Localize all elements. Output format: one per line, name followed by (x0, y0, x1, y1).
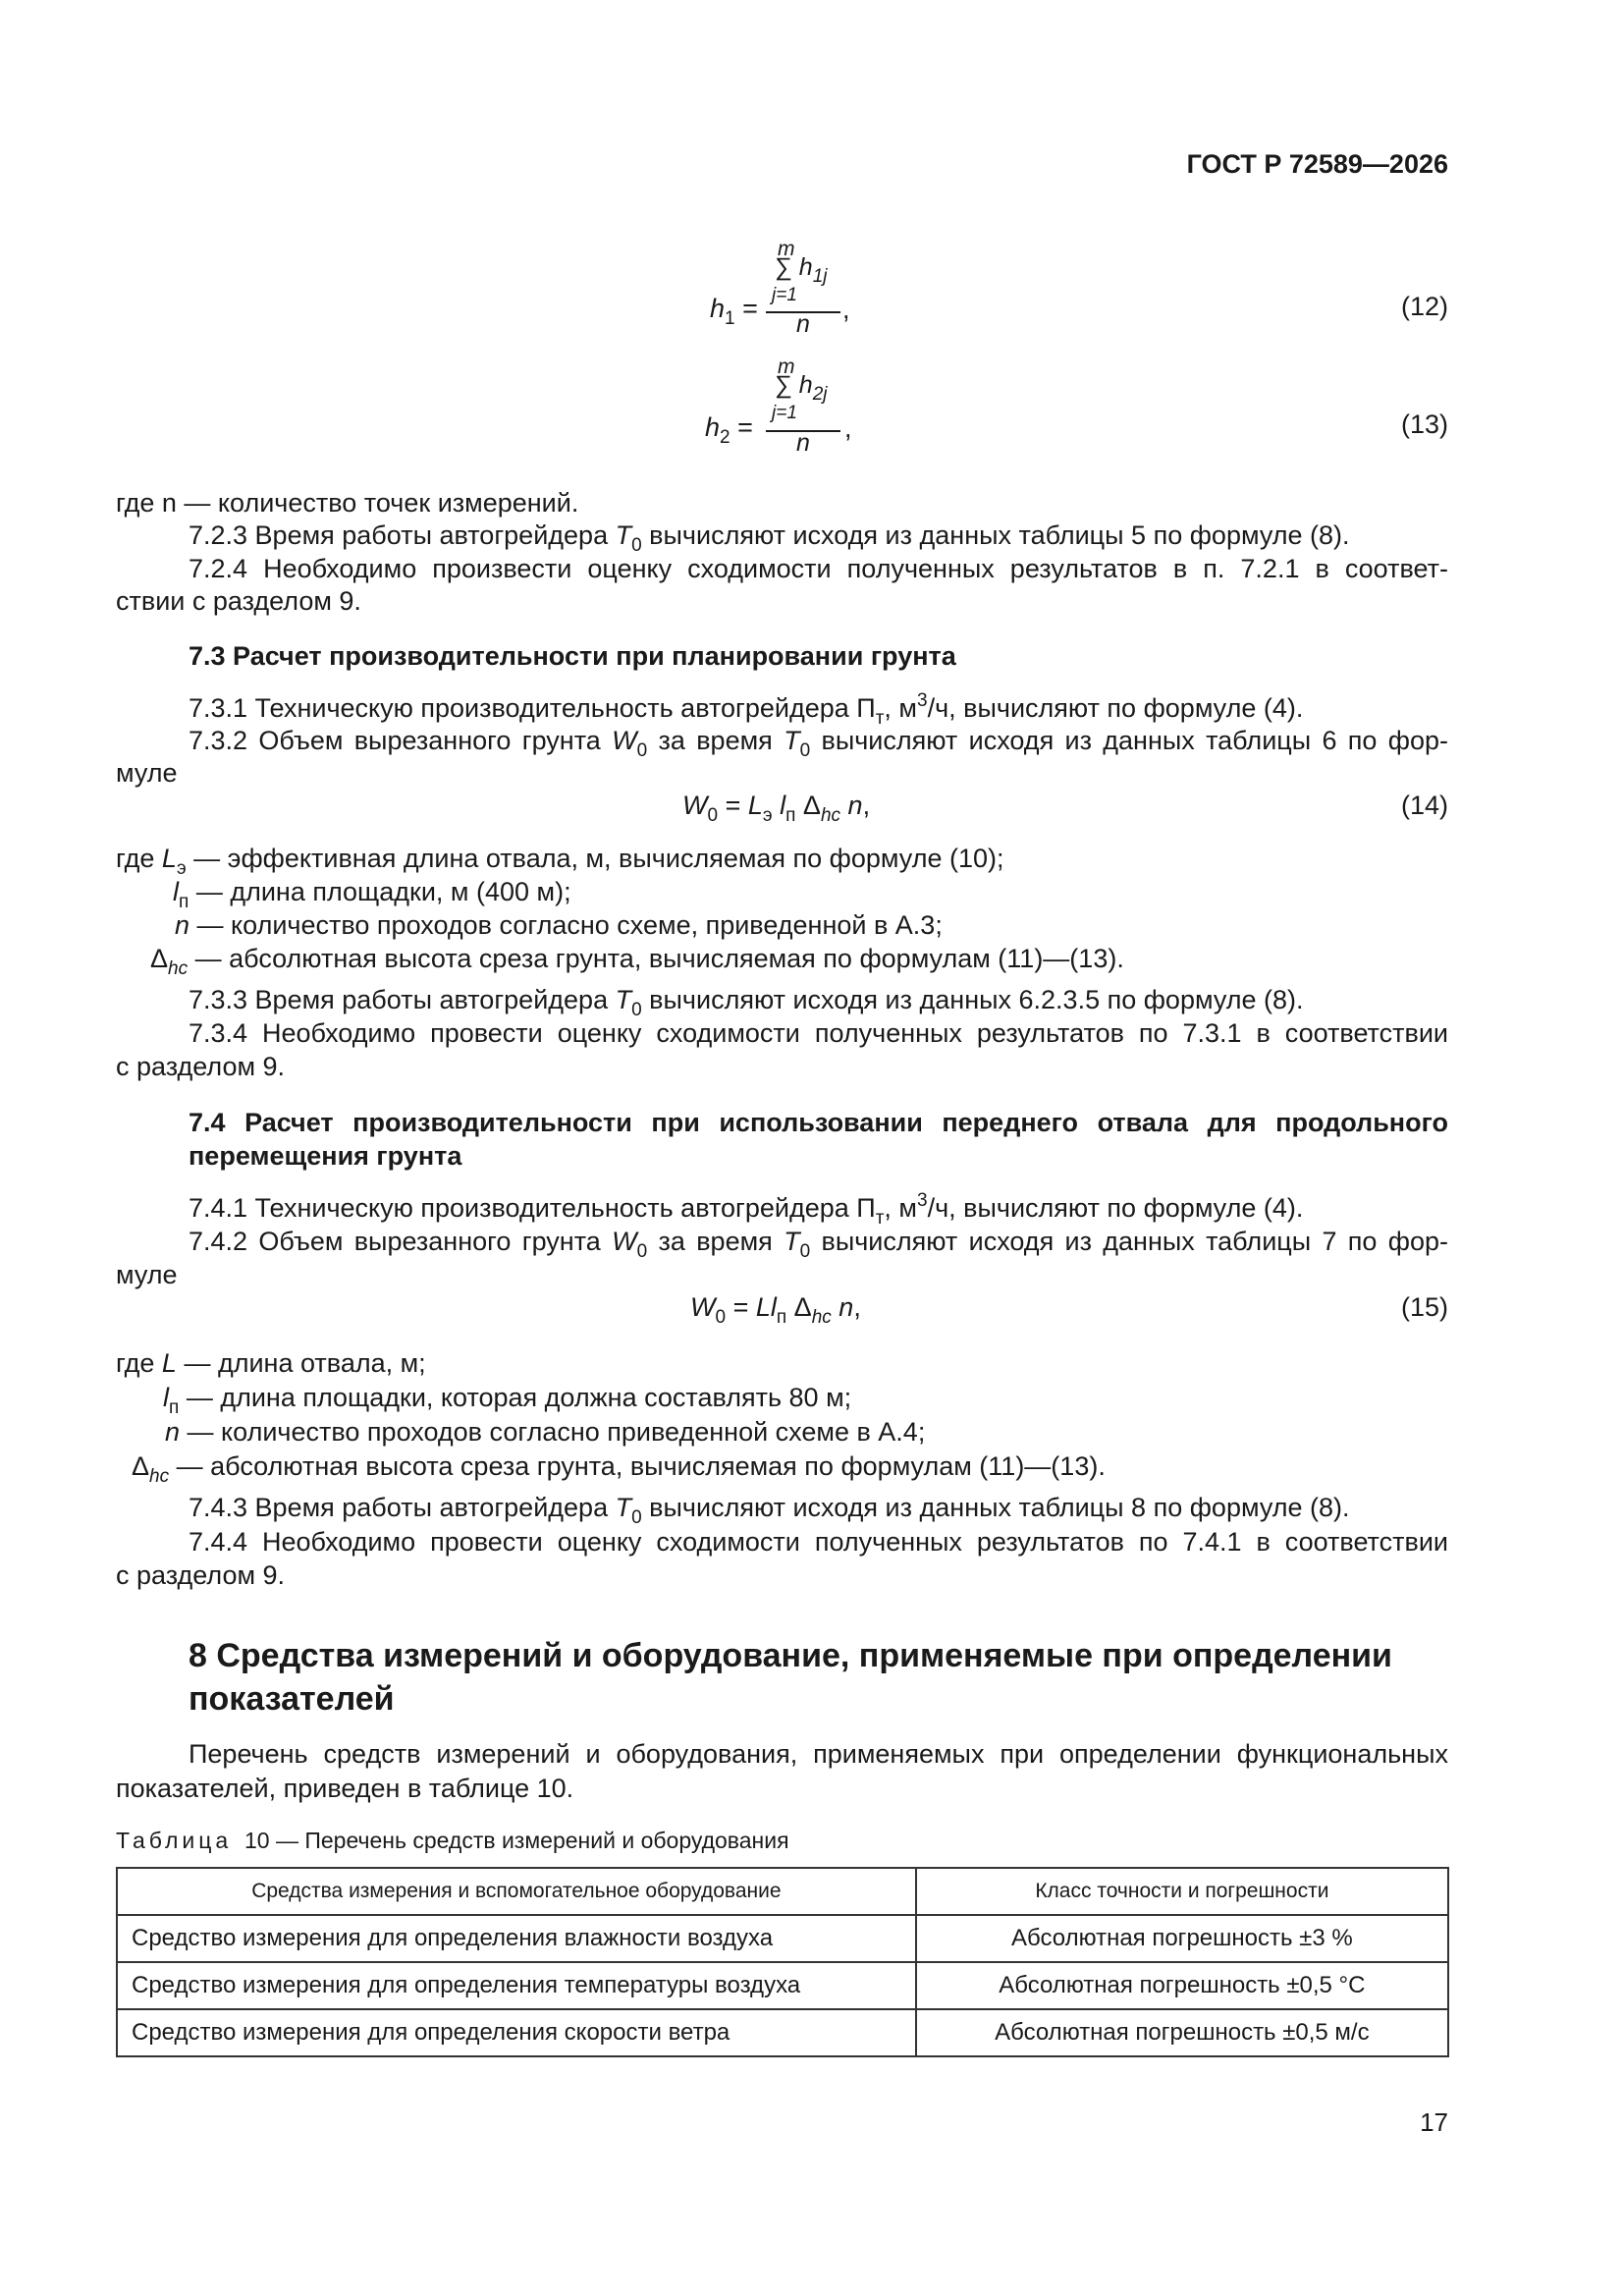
sigma-symbol: ∑ (775, 371, 792, 399)
table-cell: Средство измерения для определения скорости ветра (117, 2009, 916, 2056)
table-cell: Абсолютная погрешность ±3 % (916, 1915, 1448, 1962)
paragraph-7-3-3: 7.3.3 Время работы автогрейдера $T_0$ вычисляют исходя из данных 6.2.3.5 по формуле (8). (189, 985, 1304, 1020)
table-10 (116, 1867, 1449, 2057)
table-cell: Средство измерения для определения температуры воздуха (117, 1962, 916, 2009)
paragraph-7-4-4: 7.4.4 Необходимо провести оценку сходимости полученных результатов по 7.4.1 в соответствии (189, 1527, 1448, 1557)
where-list-item: $l_п$ — длина площадки, м (400 м); (173, 877, 571, 912)
page-number: 17 (1420, 2107, 1448, 2137)
section-7-3-title: 7.3 Расчет производительности при планировании грунта (189, 641, 956, 671)
paragraph-7-2-4: 7.2.4 Необходимо произвести оценку сходимости полученных результатов в п. 7.2.1 в соответ- (189, 554, 1448, 583)
sum-upper-limit: m (778, 238, 795, 260)
standard-header: ГОСТ Р 72589—2026 (1186, 149, 1448, 179)
table-cell: Средство измерения для определения влажности воздуха (117, 1915, 916, 1962)
document-page: ГОСТ Р 72589—2026 m ∑ $h_{1j}$ j=1 $h_1$ = n , (12) m ∑ $h_{2j}$ j=1 $h_2$ = n , (13) где n — количество точек измерений. 7.2.3 Время работы автогрейдера $T_0$ вычисляют исходя из данных таблицы 5 по формуле (8). 7.2.4 Необходимо произвести оценку сходимости полученных результатов в п. 7.2.1 в соответ- ствии с разделом 9. 7.3 Расчет производительности при планировании грунта 7.3.1 Техническую производительность автогрейдера $П_т$, $м^3/ч$, вычисляют по формуле (4). 7.3.2 Объем вырезанного грунта $W_0$ за время $T_0$ вычисляют исходя из данных таблицы 6 по фор- муле $W_0 = L_э$ $l_п$ $\Delta_{hc}$ n, (14) где $L_э$ — эффективная длина отвала, м, вычисляемая по формуле (10); $l_п$ — длина площадки, м (400 м); n — количество проходов согласно схеме, приведенной в А.3; $\Delta_{hc}$ — абсолютная высота среза грунта, вычисляемая по формулам (11)—(13). 7.3.3 Время работы автогрейдера $T_0$ вычисляют исходя из данных 6.2.3.5 по формуле (8). 7.3.4 Необходимо провести оценку сходимости полученных результатов по 7.3.1 в соответствии с разделом 9. 7.4 Расчет производительности при использовании переднего отвала для продольного перемещения грунта 7.4.1 Техническую производительность автогрейдера $П_т$, $м^3/ч$, вычисляют по формуле (4). 7.4.2 Объем вырезанного грунта $W_0$ за время $T_0$ вычисляют исходя из данных таблицы 7 по фор- муле $W_0 = Ll_п$ $\Delta_{hc}$ n, (15) где L — длина отвала, м; $l_п$ — длина площадки, которая должна составлять 80 м; n — количество проходов согласно приведенной схеме в А.4; $\Delta_{hc}$ — абсолютная высота среза грунта, вычисляемая по формулам (11)—(13). 7.4.3 Время работы автогрейдера $T_0$ вычисляют исходя из данных таблицы 8 по формуле (8). 7.4.4 Необходимо провести оценку сходимости полученных результатов по 7.4.1 в соответствии с разделом 9. 8 Средства измерений и оборудование, применяемые при определении показателей Перечень средств измерений и оборудования, применяемых при определении функциональных показателей, приведен в таблице 10. Таблица 10 — Перечень средств измерений и оборудования Средства измерения и вспомогательное оборудование Класс точности и погрешности Средство измерения для определения влажности воздуха Абсолютная погрешность ±3 % Средство измерения для определения температуры воздуха Абсолютная погрешность ±0,5 °С Средство измерения для определения скорости ветра Абсолютная погрешность ±0,5 м/с 17 (116, 149, 1448, 2137)
table-row (117, 2009, 1448, 2056)
paragraph-7-4-3: 7.4.3 Время работы автогрейдера $T_0$ вычисляют исходя из данных таблицы 8 по формуле (8). (189, 1493, 1350, 1528)
paragraph-7-3-1: 7.3.1 Техническую производительность автогрейдера $П_т$, $м^3/ч$, вычисляют по формуле (4). (189, 690, 1304, 729)
section-8-title: 8 Средства измерений и оборудование, применяемые при определении (189, 1637, 1392, 1674)
section-7-4-title: 7.4 Расчет производительности при использовании переднего отвала для продольного (189, 1108, 1448, 1137)
table-row (117, 1915, 1448, 1962)
equation-number: (14) (1400, 791, 1448, 820)
equation-number: (15) (1400, 1292, 1448, 1322)
formula-14: $W_0 = L_э$ $l_п$ $\Delta_{hc}$ n, (682, 791, 871, 826)
where-list-item: $\Delta_{hc}$ — абсолютная высота среза грунта, вычисляемая по формулам (11)—(13). (150, 944, 1124, 979)
where-n-line: где n — количество точек измерений. (116, 488, 579, 518)
where-list-item: n — количество проходов согласно приведенной схеме в А.4; (165, 1417, 926, 1447)
table-cell: Абсолютная погрешность ±0,5 °С (916, 1962, 1448, 2009)
where-list-item: где $L_э$ — эффективная длина отвала, м, вычисляемая по формуле (10); (116, 844, 1004, 879)
where-list-item: $l_п$ — длина площадки, которая должна составлять 80 м; (163, 1383, 852, 1418)
where-list-item: $\Delta_{hc}$ — абсолютная высота среза грунта, вычисляемая по формулам (11)—(13). (132, 1451, 1106, 1487)
table-caption: Таблица 10 — Перечень средств измерений и оборудования (116, 1828, 789, 1853)
equation-number: (12) (1400, 292, 1448, 321)
formula-15: $W_0 = Ll_п$ $\Delta_{hc}$ n, (690, 1292, 861, 1328)
sum-index: j=1 (772, 285, 797, 305)
table-cell: Абсолютная погрешность ±0,5 м/с (916, 2009, 1448, 2056)
denominator: n (796, 310, 810, 338)
section-8-intro: Перечень средств измерений и оборудования, применяемых при определении функциональных (189, 1739, 1448, 1769)
paragraph-7-3-4: 7.3.4 Необходимо провести оценку сходимости полученных результатов по 7.3.1 в соответствии (189, 1018, 1448, 1048)
paragraph-7-4-1: 7.4.1 Техническую производительность автогрейдера $П_т$, $м^3/ч$, вычисляют по формуле (4). (189, 1190, 1304, 1229)
where-list-item: где L — длина отвала, м; (116, 1348, 426, 1378)
column-header: Класс точности и погрешности (916, 1868, 1448, 1915)
where-list-item: n — количество проходов согласно схеме, приведенной в А.3; (175, 910, 943, 940)
sigma-symbol: ∑ (775, 253, 792, 281)
paragraph-7-4-2: 7.4.2 Объем вырезанного грунта $W_0$ за время $T_0$ вычисляют исходя из данных таблицы 7 по фор- (189, 1227, 1448, 1262)
column-header: Средства измерения и вспомогательное оборудование (117, 1868, 916, 1915)
paragraph-7-3-2: 7.3.2 Объем вырезанного грунта $W_0$ за время $T_0$ вычисляют исходя из данных таблицы 6 по фор- (189, 726, 1448, 761)
table-row (117, 1962, 1448, 2009)
table-header-row (117, 1868, 1448, 1915)
paragraph-7-2-3: 7.2.3 Время работы автогрейдера $T_0$ вычисляют исходя из данных таблицы 5 по формуле (8). (189, 520, 1350, 556)
equation-number: (13) (1400, 410, 1448, 439)
